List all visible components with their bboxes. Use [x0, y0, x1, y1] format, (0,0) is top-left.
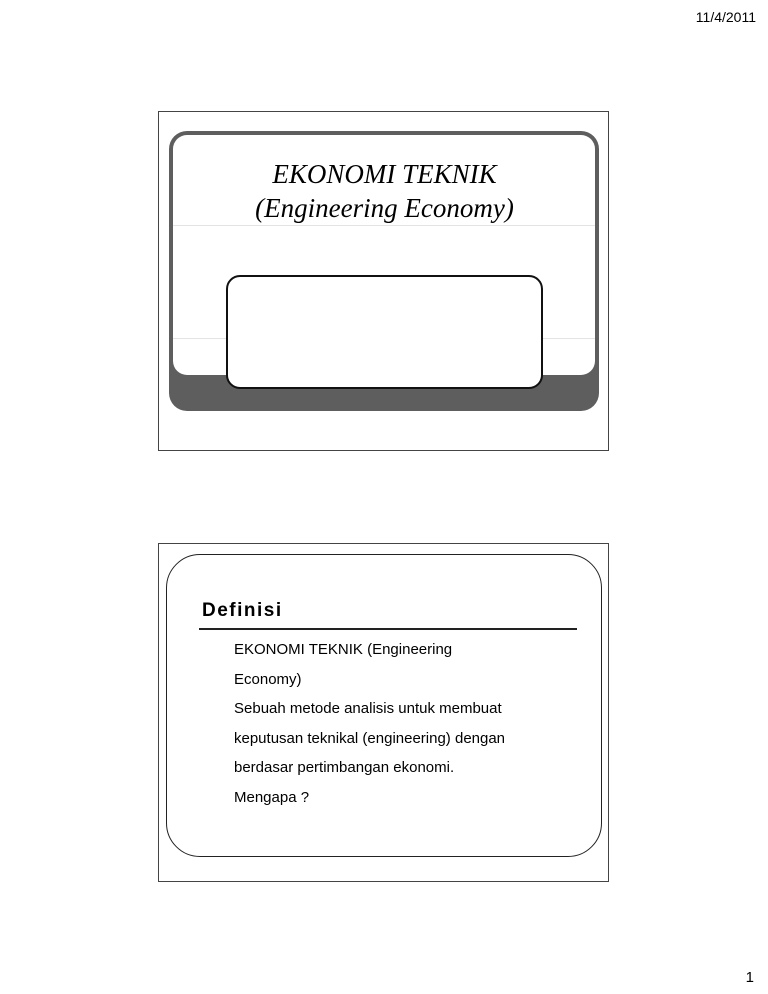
page-number: 1: [745, 969, 754, 986]
slide-1-title-line: EKONOMI TEKNIK: [272, 159, 497, 189]
slide-2-body: [234, 635, 505, 812]
slide-2: [158, 543, 609, 882]
body-line: Sebuah metode analisis untuk membuat: [234, 700, 502, 717]
body-line: keputusan teknikal (engineering) dengan: [234, 729, 506, 747]
print-date: 11/4/2011: [695, 9, 756, 25]
body-line: Mengapa ?: [234, 788, 310, 806]
slide-1-divider: [173, 225, 595, 226]
slide-1-title-line: (Engineering Economy): [255, 193, 514, 223]
body-line: berdasar pertimbangan ekonomi.: [234, 759, 455, 776]
slide-1-title: [159, 157, 610, 225]
slide-1: [158, 111, 609, 451]
slide-2-heading: Definisi: [202, 600, 283, 621]
body-line: EKONOMI TEKNIK (Engineering: [234, 641, 453, 658]
slide-2-heading-rule: [199, 628, 577, 630]
body-line: Economy): [234, 670, 302, 688]
slide-1-subtitle-box: [226, 275, 543, 389]
